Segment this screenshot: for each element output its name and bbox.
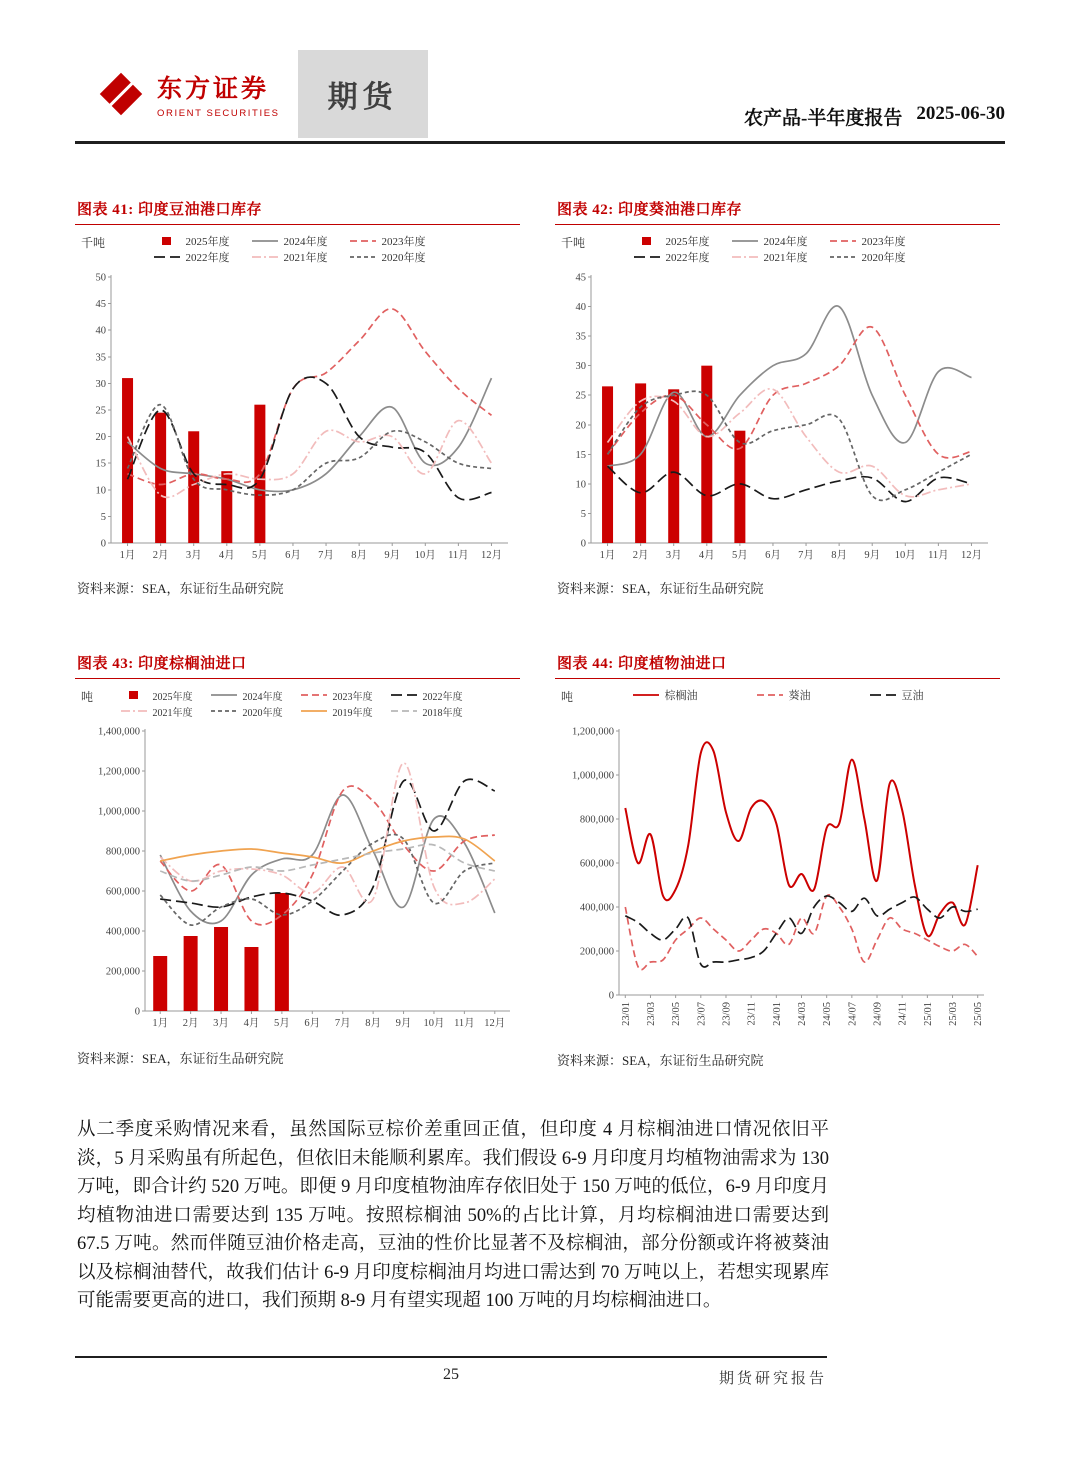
legend-line-swatch-icon xyxy=(756,690,784,700)
svg-text:4月: 4月 xyxy=(218,550,235,561)
legend-line-swatch-icon xyxy=(869,690,897,700)
legend-item-2020年度 xyxy=(210,703,296,719)
chart-block-41 xyxy=(75,198,520,597)
svg-text:12月: 12月 xyxy=(480,550,502,561)
svg-text:1,000,000: 1,000,000 xyxy=(98,806,140,818)
svg-text:200,000: 200,000 xyxy=(105,966,140,978)
logo-cn-name: 东方证券 xyxy=(157,75,270,103)
chart-block-42 xyxy=(555,198,1000,597)
svg-text:5月: 5月 xyxy=(274,1018,290,1029)
chart-44-legend xyxy=(555,687,1000,703)
svg-text:7月: 7月 xyxy=(334,1018,351,1029)
svg-text:5: 5 xyxy=(580,508,586,520)
analysis-paragraph: 从二季度采购情况来看，虽然国际豆棕价差重回正值，但印度 4 月棕榈油进口情况依旧平淡，5 月采购虽有所起色，但依旧未能顺利累库。我们假设 6-9 月印度月均植物油需求为 130 万吨，即合计约 520 万吨。即便 9 月印度植物油库存依旧处于 150 万吨的低位，6-9 月印度月均植物油进口需要达到 135 万吨。按照棕榈油 50%的占比计算，月均棕榈油进口需要达到 67.5 万吨。然而伴随豆油价格走高，豆油的性价比显著不及棕榈油，部分份额或许将被葵油以及棕榈油替代，故我们估计 6-9 月印度棕榈油月均进口需达到 70 万吨以上，若想实现累库可能需要更高的进口，我们预期 8-9 月有望实现超 100 万吨的月均棕榈油进口。 xyxy=(77,1120,829,1311)
report-meta xyxy=(744,103,1005,138)
legend-item-葵油 xyxy=(756,687,811,703)
svg-text:8月: 8月 xyxy=(351,550,367,561)
legend-item-2025年度 xyxy=(120,687,206,703)
svg-text:1,200,000: 1,200,000 xyxy=(98,766,140,778)
footer-divider xyxy=(75,1356,827,1358)
svg-text:35: 35 xyxy=(575,331,586,343)
legend-label: 2022年度 xyxy=(665,252,710,264)
chart-41-title: 图表 41: 印度豆油港口库存 xyxy=(75,198,520,225)
svg-text:24/09: 24/09 xyxy=(872,1002,884,1026)
legend-label: 2025年度 xyxy=(665,236,710,248)
svg-text:9月: 9月 xyxy=(395,1018,412,1029)
legend-bar-swatch-icon xyxy=(633,236,661,246)
page-number: 25 xyxy=(443,1366,459,1383)
legend-line-swatch-icon xyxy=(251,252,279,262)
chart-44-head xyxy=(555,687,1000,723)
svg-text:25/01: 25/01 xyxy=(922,1002,934,1026)
svg-text:3月: 3月 xyxy=(665,550,682,561)
svg-text:11月: 11月 xyxy=(448,550,469,561)
legend-item-2022年度 xyxy=(153,249,247,265)
svg-text:400,000: 400,000 xyxy=(579,902,614,914)
svg-text:0: 0 xyxy=(134,1006,140,1018)
legend-label: 2019年度 xyxy=(332,707,373,719)
legend-label: 2022年度 xyxy=(185,252,230,264)
legend-label: 豆油 xyxy=(901,690,924,702)
orient-securities-logo xyxy=(97,69,280,119)
svg-text:25: 25 xyxy=(575,390,586,402)
legend-line-swatch-icon xyxy=(829,236,857,246)
legend-item-2018年度 xyxy=(390,703,476,719)
svg-text:1月: 1月 xyxy=(599,550,616,561)
legend-item-2024年度 xyxy=(210,687,296,703)
svg-text:4月: 4月 xyxy=(698,550,715,561)
legend-line-swatch-icon xyxy=(390,690,418,700)
legend-item-2020年度 xyxy=(349,249,443,265)
legend-line-swatch-icon xyxy=(829,252,857,262)
report-label: 农产品-半年度报告 xyxy=(744,108,903,129)
chart-44-source: 资料来源：SEA，东证衍生品研究院 xyxy=(557,1053,764,1068)
svg-text:6月: 6月 xyxy=(765,550,781,561)
logo-text xyxy=(157,69,280,119)
page-footer xyxy=(75,1366,827,1390)
logo-en-name: ORIENT SECURITIES xyxy=(157,108,280,119)
svg-text:40: 40 xyxy=(95,325,106,337)
legend-item-2022年度 xyxy=(633,249,727,265)
svg-text:24/01: 24/01 xyxy=(771,1002,783,1026)
legend-line-swatch-icon xyxy=(349,252,377,262)
legend-bar-swatch-icon xyxy=(153,236,181,246)
legend-line-swatch-icon xyxy=(632,690,660,700)
chart-43-title: 图表 43: 印度棕榈油进口 xyxy=(75,652,520,679)
svg-text:9月: 9月 xyxy=(384,550,401,561)
svg-text:5月: 5月 xyxy=(732,550,748,561)
footer-label: 期货研究报告 xyxy=(718,1371,827,1387)
svg-text:30: 30 xyxy=(575,361,586,373)
legend-item-棕榈油 xyxy=(632,687,698,703)
svg-text:400,000: 400,000 xyxy=(105,926,140,938)
legend-item-2025年度 xyxy=(153,233,247,249)
report-date: 2025-06-30 xyxy=(916,103,1005,124)
svg-text:1月: 1月 xyxy=(152,1018,169,1029)
svg-text:7月: 7月 xyxy=(798,550,814,561)
legend-label: 2023年度 xyxy=(332,691,373,703)
legend-label: 葵油 xyxy=(788,690,811,702)
chart-41-y-unit: 千吨 xyxy=(81,236,106,250)
svg-text:20: 20 xyxy=(95,432,106,444)
svg-text:23/11: 23/11 xyxy=(746,1002,758,1026)
svg-text:45: 45 xyxy=(575,272,586,284)
legend-label: 2024年度 xyxy=(283,236,328,248)
chart-44-canvas xyxy=(555,723,1000,1041)
svg-text:3月: 3月 xyxy=(185,550,202,561)
legend-line-swatch-icon xyxy=(633,252,661,262)
chart-42-source: 资料来源：SEA，东证衍生品研究院 xyxy=(557,581,764,596)
legend-item-2019年度 xyxy=(300,703,386,719)
svg-text:15: 15 xyxy=(575,449,586,461)
svg-text:5月: 5月 xyxy=(252,550,268,561)
svg-text:24/05: 24/05 xyxy=(822,1002,834,1026)
svg-text:11月: 11月 xyxy=(928,550,949,561)
chart-42-legend xyxy=(627,233,929,265)
svg-text:12月: 12月 xyxy=(484,1018,506,1029)
svg-text:1,400,000: 1,400,000 xyxy=(98,726,140,738)
svg-text:10月: 10月 xyxy=(423,1018,445,1029)
svg-text:30: 30 xyxy=(95,378,106,390)
chart-43-canvas xyxy=(75,723,520,1039)
chart-43-legend xyxy=(119,687,477,719)
svg-text:24/11: 24/11 xyxy=(897,1002,909,1026)
legend-line-swatch-icon xyxy=(349,236,377,246)
chart-43-y-unit: 吨 xyxy=(81,690,94,704)
svg-text:6月: 6月 xyxy=(285,550,301,561)
svg-text:25/03: 25/03 xyxy=(948,1002,960,1026)
svg-text:20: 20 xyxy=(575,420,586,432)
legend-line-swatch-icon xyxy=(120,706,148,716)
chart-42-head xyxy=(555,233,1000,269)
svg-text:2月: 2月 xyxy=(152,550,169,561)
svg-text:800,000: 800,000 xyxy=(105,846,140,858)
svg-text:10月: 10月 xyxy=(894,550,916,561)
chart-42-title: 图表 42: 印度葵油港口库存 xyxy=(555,198,1000,225)
legend-label: 2025年度 xyxy=(185,236,230,248)
legend-line-swatch-icon xyxy=(210,690,238,700)
svg-text:23/05: 23/05 xyxy=(671,1002,683,1026)
svg-text:1月: 1月 xyxy=(119,550,136,561)
legend-label: 2021年度 xyxy=(152,707,193,719)
svg-text:8月: 8月 xyxy=(831,550,847,561)
division-badge: 期货 xyxy=(298,50,428,138)
legend-label: 2022年度 xyxy=(422,691,463,703)
legend-line-swatch-icon xyxy=(210,706,238,716)
legend-item-2024年度 xyxy=(251,233,345,249)
svg-text:4月: 4月 xyxy=(243,1018,260,1029)
svg-text:2月: 2月 xyxy=(182,1018,199,1029)
chart-44-y-unit: 吨 xyxy=(561,690,574,704)
legend-label: 2020年度 xyxy=(861,252,906,264)
legend-item-2021年度 xyxy=(251,249,345,265)
page-header xyxy=(75,50,1005,138)
header-divider xyxy=(75,141,1005,144)
svg-text:0: 0 xyxy=(608,990,614,1002)
chart-43-source: 资料来源：SEA，东证衍生品研究院 xyxy=(77,1051,284,1066)
legend-item-2021年度 xyxy=(731,249,825,265)
chart-42-y-unit: 千吨 xyxy=(561,236,586,250)
legend-line-swatch-icon xyxy=(731,236,759,246)
svg-text:9月: 9月 xyxy=(864,550,881,561)
svg-text:24/03: 24/03 xyxy=(797,1002,808,1026)
svg-text:7月: 7月 xyxy=(318,550,334,561)
svg-text:25: 25 xyxy=(95,405,106,417)
chart-41-legend xyxy=(147,233,449,265)
svg-text:600,000: 600,000 xyxy=(105,886,140,898)
chart-block-44 xyxy=(555,652,1000,1069)
svg-text:12月: 12月 xyxy=(960,550,982,561)
svg-text:35: 35 xyxy=(95,352,106,364)
svg-text:600,000: 600,000 xyxy=(579,858,614,870)
svg-text:11月: 11月 xyxy=(454,1018,475,1029)
orient-diamond-icon xyxy=(97,70,145,118)
svg-text:40: 40 xyxy=(575,302,586,314)
svg-text:0: 0 xyxy=(100,538,106,550)
svg-text:8月: 8月 xyxy=(365,1018,381,1029)
svg-text:1,000,000: 1,000,000 xyxy=(572,770,614,782)
legend-label: 棕榈油 xyxy=(664,690,698,702)
svg-text:0: 0 xyxy=(580,538,586,550)
svg-text:2月: 2月 xyxy=(632,550,649,561)
legend-bar-swatch-icon xyxy=(120,690,148,700)
legend-line-swatch-icon xyxy=(153,252,181,262)
chart-block-43 xyxy=(75,652,520,1067)
svg-text:45: 45 xyxy=(95,299,106,311)
svg-text:23/07: 23/07 xyxy=(696,1002,708,1026)
legend-line-swatch-icon xyxy=(390,706,418,716)
legend-label: 2024年度 xyxy=(763,236,808,248)
legend-item-2021年度 xyxy=(120,703,206,719)
legend-item-豆油 xyxy=(869,687,924,703)
svg-text:200,000: 200,000 xyxy=(579,946,614,958)
legend-line-swatch-icon xyxy=(251,236,279,246)
legend-item-2020年度 xyxy=(829,249,923,265)
svg-text:50: 50 xyxy=(95,272,106,284)
svg-text:10: 10 xyxy=(575,479,586,491)
svg-text:6月: 6月 xyxy=(304,1018,321,1029)
legend-label: 2025年度 xyxy=(152,691,193,703)
legend-label: 2024年度 xyxy=(242,691,283,703)
svg-text:3月: 3月 xyxy=(213,1018,229,1029)
legend-line-swatch-icon xyxy=(300,690,328,700)
legend-label: 2018年度 xyxy=(422,707,463,719)
legend-item-2025年度 xyxy=(633,233,727,249)
legend-item-2022年度 xyxy=(390,687,476,703)
svg-text:23/03: 23/03 xyxy=(645,1002,657,1026)
chart-42-canvas xyxy=(555,269,1000,569)
chart-41-head xyxy=(75,233,520,269)
legend-item-2024年度 xyxy=(731,233,825,249)
legend-item-2023年度 xyxy=(349,233,443,249)
svg-text:10: 10 xyxy=(95,485,106,497)
legend-item-2023年度 xyxy=(300,687,386,703)
svg-text:23/09: 23/09 xyxy=(721,1002,733,1026)
svg-text:10月: 10月 xyxy=(414,550,436,561)
chart-44-title: 图表 44: 印度植物油进口 xyxy=(555,652,1000,679)
legend-label: 2021年度 xyxy=(283,252,328,264)
svg-text:24/07: 24/07 xyxy=(847,1002,859,1026)
legend-line-swatch-icon xyxy=(300,706,328,716)
legend-label: 2021年度 xyxy=(763,252,808,264)
legend-label: 2020年度 xyxy=(242,707,283,719)
svg-text:5: 5 xyxy=(100,511,106,523)
svg-text:15: 15 xyxy=(95,458,106,470)
svg-text:1,200,000: 1,200,000 xyxy=(572,726,614,738)
legend-label: 2023年度 xyxy=(861,236,906,248)
legend-line-swatch-icon xyxy=(731,252,759,262)
svg-text:25/05: 25/05 xyxy=(973,1002,985,1026)
chart-43-head xyxy=(75,687,520,723)
legend-label: 2020年度 xyxy=(381,252,426,264)
svg-text:23/01: 23/01 xyxy=(620,1002,632,1026)
legend-item-2023年度 xyxy=(829,233,923,249)
chart-41-canvas xyxy=(75,269,520,569)
chart-41-source: 资料来源：SEA，东证衍生品研究院 xyxy=(77,581,284,596)
legend-label: 2023年度 xyxy=(381,236,426,248)
svg-text:800,000: 800,000 xyxy=(579,814,614,826)
